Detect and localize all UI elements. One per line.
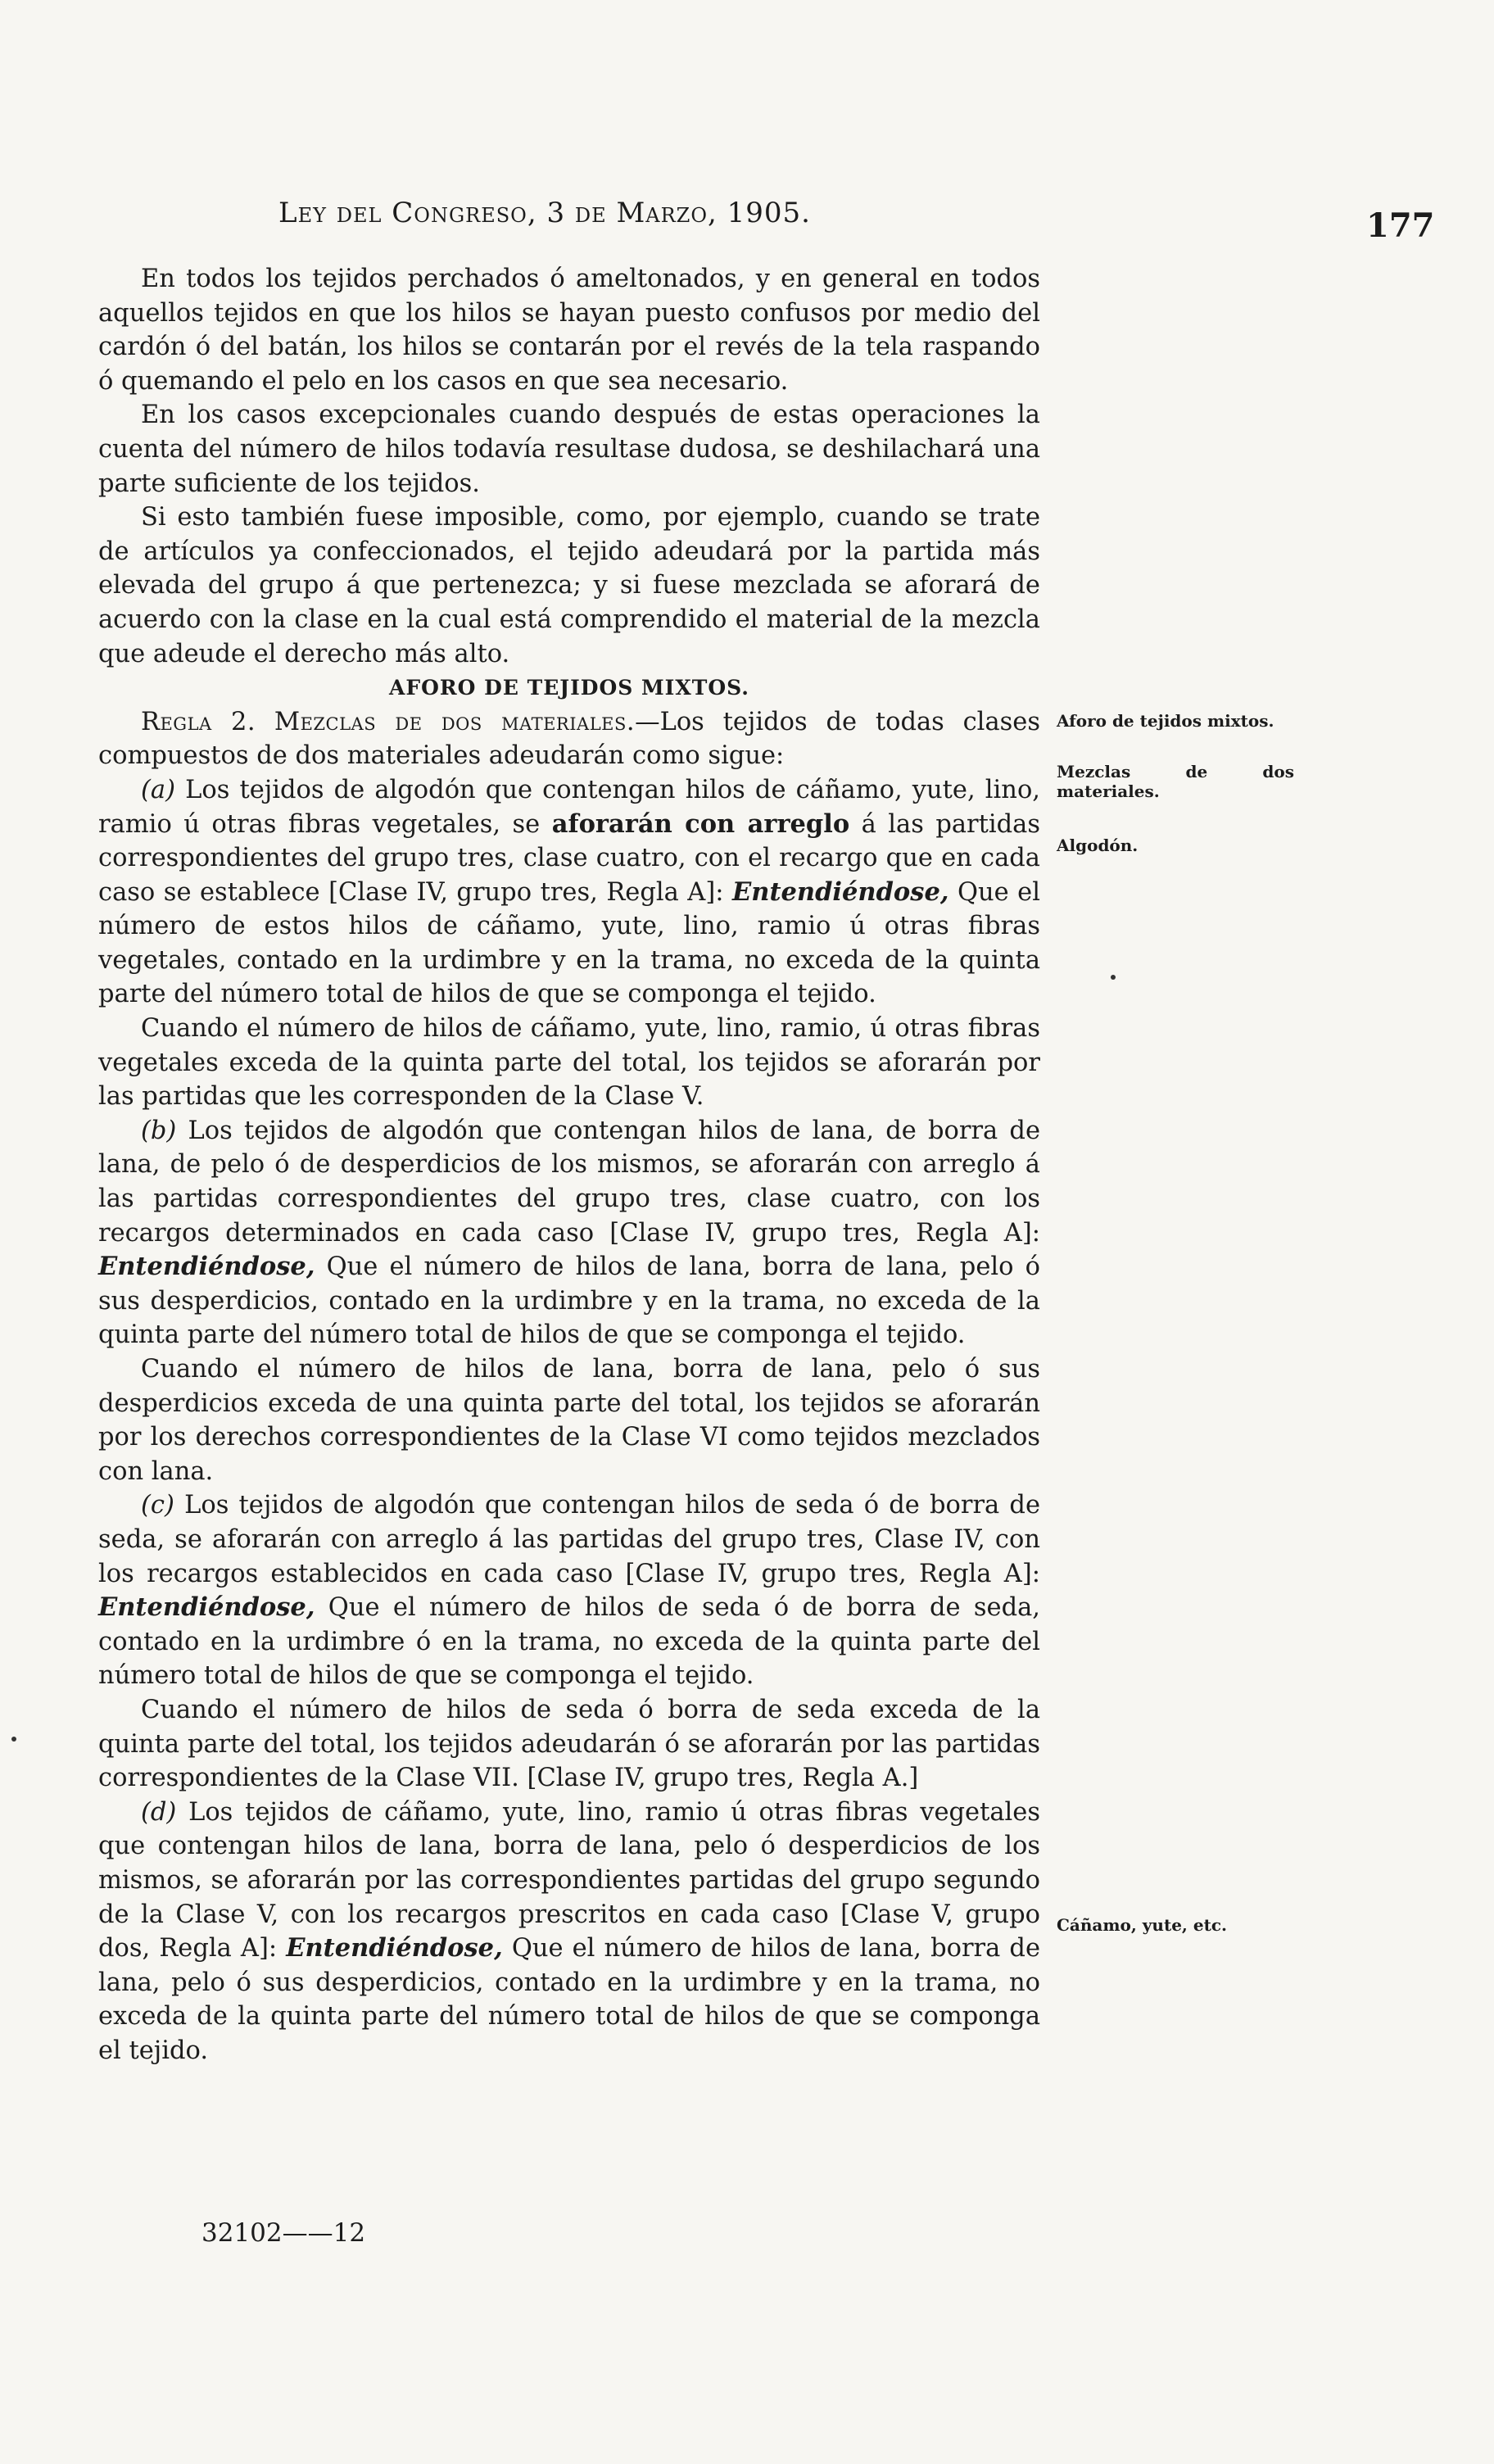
rule-2-paragraph — [98, 705, 1040, 773]
entendiendose: Entendiéndose, — [98, 1252, 315, 1282]
print-speck — [1111, 975, 1116, 980]
rule-title: Mezclas de dos materiales. — [274, 707, 636, 736]
clause-text: Los tejidos de algodón que contengan hilos de cáñamo, yute, lino, ramio ú otras fibras vegetales, se — [98, 775, 1040, 839]
margin-note-aforo: Aforo de tejidos mixtos. — [1057, 711, 1274, 731]
clause-letter: (d) — [141, 1797, 177, 1827]
print-speck — [11, 1737, 16, 1742]
clause-a-continuation: Cuando el número de hilos de cáñamo, yute, lino, ramio, ú otras fibras vegetales exceda de la quinta parte del total, los tejidos se aforarán por las partidas que les corresponden de la Clase V. — [98, 1014, 1040, 1112]
clause-text: Los tejidos de algodón que contengan hilos de seda ó de borra de seda, se aforarán con arreglo á las partidas del grupo tres, Clase IV, con los recargos establecidos en cada caso [Clase IV, grupo tres, Regla A]: — [98, 1491, 1040, 1588]
paragraph-perchados: En todos los tejidos perchados ó ameltonados, y en general en todos aquellos tejidos en que los hilos se hayan puesto confusos por medio del cardón ó del batán, los hilos se contarán por el revés de la tela raspando ó quemando el pelo en los casos en que sea necesario. — [98, 265, 1040, 396]
clause-c-continuation: Cuando el número de hilos de seda ó borra de seda exceda de la quinta parte del total, los tejidos adeudarán ó se aforarán por las partidas correspondientes de la Clase VII. [Clase IV, grupo tres, Regla A.] — [98, 1695, 1040, 1793]
entendiendose: Entendiéndose, — [98, 1592, 315, 1623]
section-heading: AFORO DE TEJIDOS MIXTOS. — [388, 676, 750, 700]
clause-a — [98, 773, 1040, 1012]
clause-text: Los tejidos de algodón que contengan hilos de lana, de borra de lana, de pelo ó de desperdicios de los mismos, se aforarán con arreglo á las partidas correspondientes del grupo tres, clase cuatro, con los recargos determinados en cada caso [Clase IV, grupo tres, Regla A]: — [98, 1116, 1040, 1248]
signature-mark: 32102——12 — [201, 2218, 366, 2248]
clause-d — [98, 1796, 1040, 2068]
clause-letter: (a) — [141, 775, 175, 804]
clause-letter: (b) — [141, 1116, 177, 1145]
clause-text: á las partidas correspondientes del grupo tres, clase cuatro, con el recargo que en cada caso se establece [Clase IV, grupo tres, Regla A]: — [98, 809, 1040, 907]
clause-b-continuation: Cuando el número de hilos de lana, borra de lana, pelo ó sus desperdicios exceda de una quinta parte del total, los tejidos se aforarán por los derechos correspondientes de la Clase VI como tejidos mezclados con lana. — [98, 1355, 1040, 1486]
entendiendose: Entendiéndose, — [732, 876, 949, 907]
body-text — [98, 262, 1040, 2068]
clause-letter: (c) — [141, 1491, 174, 1520]
clause-text: Que el número de hilos de lana, borra de lana, pelo ó sus desperdicios, contado en la urdimbre y en la trama, no exceda de la quinta parte del número total de hilos de que se componga el tejido. — [98, 1934, 1040, 2065]
clause-text: Que el número de estos hilos de cáñamo, yute, lino, ramio ú otras fibras vegetales, contado en la urdimbre y en la trama, no exceda de la quinta parte del número total de hilos de que se componga el tejido. — [98, 877, 1040, 1009]
paragraph-casos-excepcionales: En los casos excepcionales cuando después de estas operaciones la cuenta del número de hilos todavía resultase dudosa, se deshilachará una parte suficiente de los tejidos. — [98, 401, 1040, 498]
rule-text: —Los tejidos de todas clases compuestos de dos materiales adeudarán como sigue: — [98, 707, 1040, 771]
margin-note-canamo: Cáñamo, yute, etc. — [1057, 1915, 1227, 1935]
entendiendose: Entendiéndose, — [286, 1933, 503, 1964]
rule-label: Regla 2. — [141, 707, 256, 736]
margin-note-mezclas: Mezclas de dos materiales. — [1057, 762, 1294, 801]
page-number: 177 — [1366, 206, 1435, 245]
running-head: Ley del Congreso, 3 de Marzo, 1905. — [278, 197, 811, 229]
clause-c — [98, 1488, 1040, 1693]
clause-text: Que el número de hilos de seda ó de borra de seda, contado en la urdimbre ó en la trama, no exceda de la quinta parte del número total de hilos de que se componga el tejido. — [98, 1593, 1040, 1691]
margin-note-algodon: Algodón. — [1057, 836, 1139, 855]
clause-b — [98, 1114, 1040, 1352]
clause-text: Que el número de hilos de lana, borra de lana, pelo ó sus desperdicios, contado en la urdimbre y en la trama, no exceda de la quinta parte del número total de hilos de que se componga el tejido. — [98, 1252, 1040, 1350]
clause-text: Los tejidos de cáñamo, yute, lino, ramio ú otras fibras vegetales que contengan hilos de lana, borra de lana, pelo ó desperdicios de los mismos, se aforarán por las correspondientes partidas del grupo segundo de la Clase V, con los recargos prescritos en cada caso [Clase V, grupo dos, Regla A]: — [98, 1797, 1040, 1964]
clause-bold-text: aforarán con arreglo — [551, 808, 850, 839]
paragraph-imposible: Si esto también fuese imposible, como, por ejemplo, cuando se trate de artículos ya confeccionados, el tejido adeudará por la partida más elevada del grupo á que pertenezca; y si fuese mezclada se aforará de acuerdo con la clase en la cual está comprendido el material de la mezcla que adeude el derecho más alto. — [98, 503, 1040, 668]
